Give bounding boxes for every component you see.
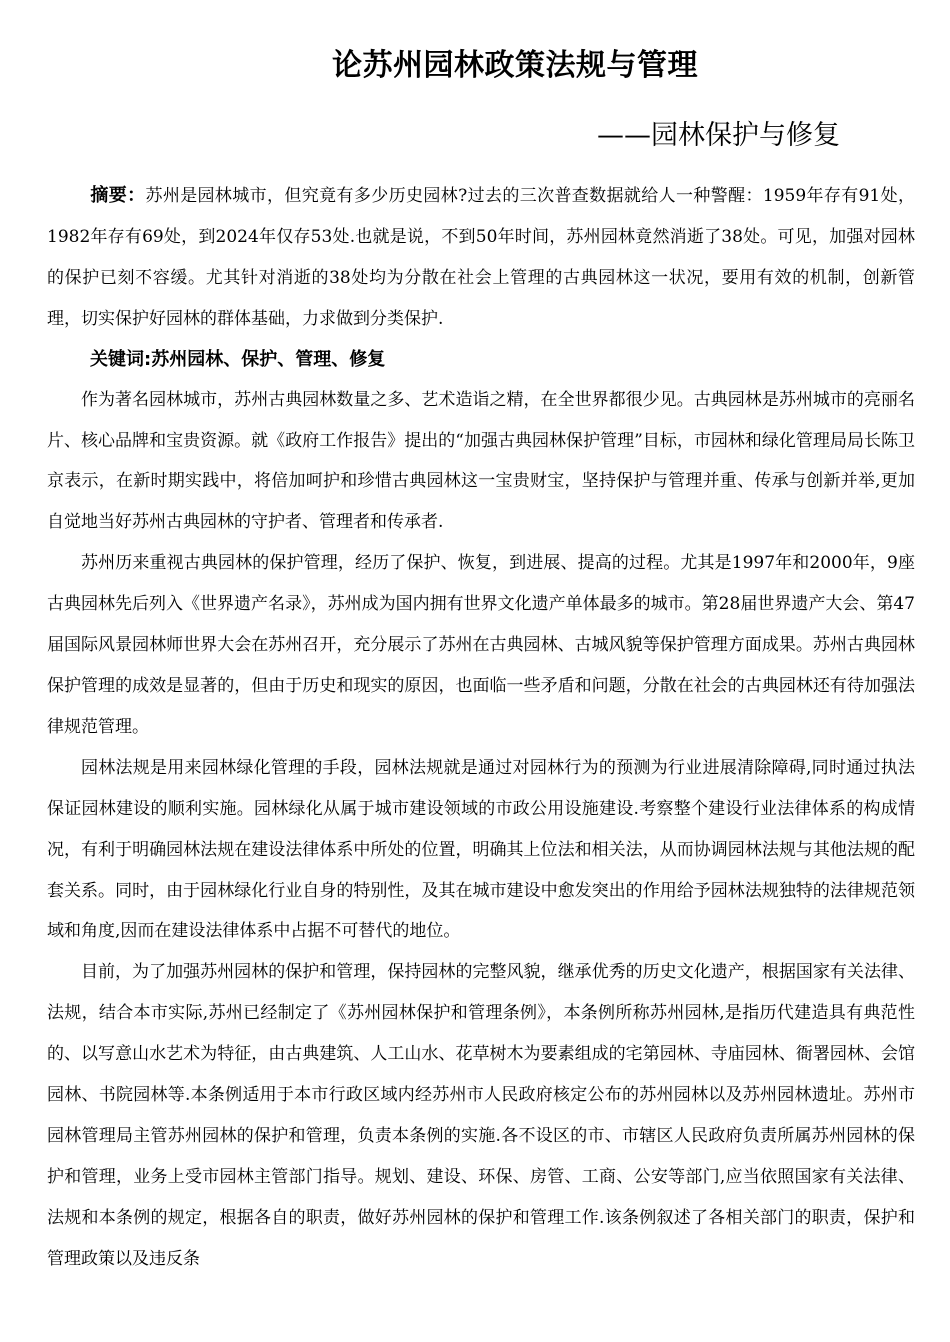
keywords-line: 关键词:苏州园林、保护、管理、修复 [90,348,386,370]
abstract-label: 摘要： [90,185,146,206]
body-paragraph-1: 作为著名园林城市，苏州古典园林数量之多、艺术造诣之精，在全世界都很少见。古典园林是苏州城市的亮丽名片、核心品牌和宝贵资源。就《政府工作报告》提出的“加强古典园林保护管理”目标，市园林和绿化管理局局长陈卫京表示，在新时期实践中，将倍加呵护和珍惜古典园林这一宝贵财宝，坚持保护与管理并重、传承与创新并举,更加自觉地当好苏州古典园林的守护者、管理者和传承者. [47,389,915,533]
abstract-text: 苏州是园林城市，但究竟有多少历史园林?过去的三次普查数据就给人一种警醒：1959年存有91处，1982年存有69处，到2024年仅存53处.也就是说，不到50年时间，苏州园林竟然消逝了38处。可见，加强对园林的保护已刻不容缓。尤其针对消逝的38处均为分散在社会上管理的古典园林这一状况，要用有效的机制，创新管理，切实保护好园林的群体基础，力求做到分类保护. [47,186,915,329]
body-paragraph-3: 园林法规是用来园林绿化管理的手段，园林法规就是通过对园林行为的预测为行业进展清除障碍,同时通过执法保证园林建设的顺利实施。园林绿化从属于城市建设领域的市政公用设施建设.考察整个建设行业法律体系的构成情况，有利于明确园林法规在建设法律体系中所处的位置，明确其上位法和相关法，从而协调园林法规与其他法规的配套关系。同时，由于园林绿化行业自身的特别性，及其在城市建设中愈发突出的作用给予园林法规独特的法律规范领域和角度,因而在建设法律体系中占据不可替代的地位。 [47,757,915,942]
body-paragraph-4: 目前，为了加强苏州园林的保护和管理，保持园林的完整风貌，继承优秀的历史文化遗产，根据国家有关法律、法规，结合本市实际,苏州已经制定了《苏州园林保护和管理条例》，本条例所称苏州园林,是指历代建造具有典范性的、以写意山水艺术为特征，由古典建筑、人工山水、花草树木为要素组成的宅第园林、寺庙园林、衙署园林、会馆园林、书院园林等.本条例适用于本市行政区域内经苏州市人民政府核定公布的苏州园林以及苏州园林遗址。苏州市园林管理局主管苏州园林的保护和管理，负责本条例的实施.各不设区的市、市辖区人民政府负责所属苏州园林的保护和管理，业务上受市园林主管部门指导。规划、建设、环保、房管、工商、公安等部门,应当依照国家有关法律、法规和本条例的规定，根据各自的职责，做好苏州园林的保护和管理工作.该条例叙述了各相关部门的职责，保护和管理政策以及违反条 [47,962,915,1269]
document-subtitle: ——园林保护与修复 [597,120,840,151]
body-paragraph-2: 苏州历来重视古典园林的保护管理，经历了保护、恢复，到进展、提高的过程。尤其是1997年和2000年，9座古典园林先后列入《世界遗产名录》，苏州成为国内拥有世界文化遗产单体最多的城市。第28届世界遗产大会、第47届国际风景园林师世界大会在苏州召开，充分展示了苏州在古典园林、古城风貌等保护管理方面成果。苏州古典园林保护管理的成效是显著的，但由于历史和现实的原因，也面临一些矛盾和问题，分散在社会的古典园林还有待加强法律规范管理。 [47,553,915,737]
abstract-paragraph [47,176,915,340]
document-body [47,176,915,1280]
document-title: 论苏州园林政策法规与管理 [332,48,698,83]
